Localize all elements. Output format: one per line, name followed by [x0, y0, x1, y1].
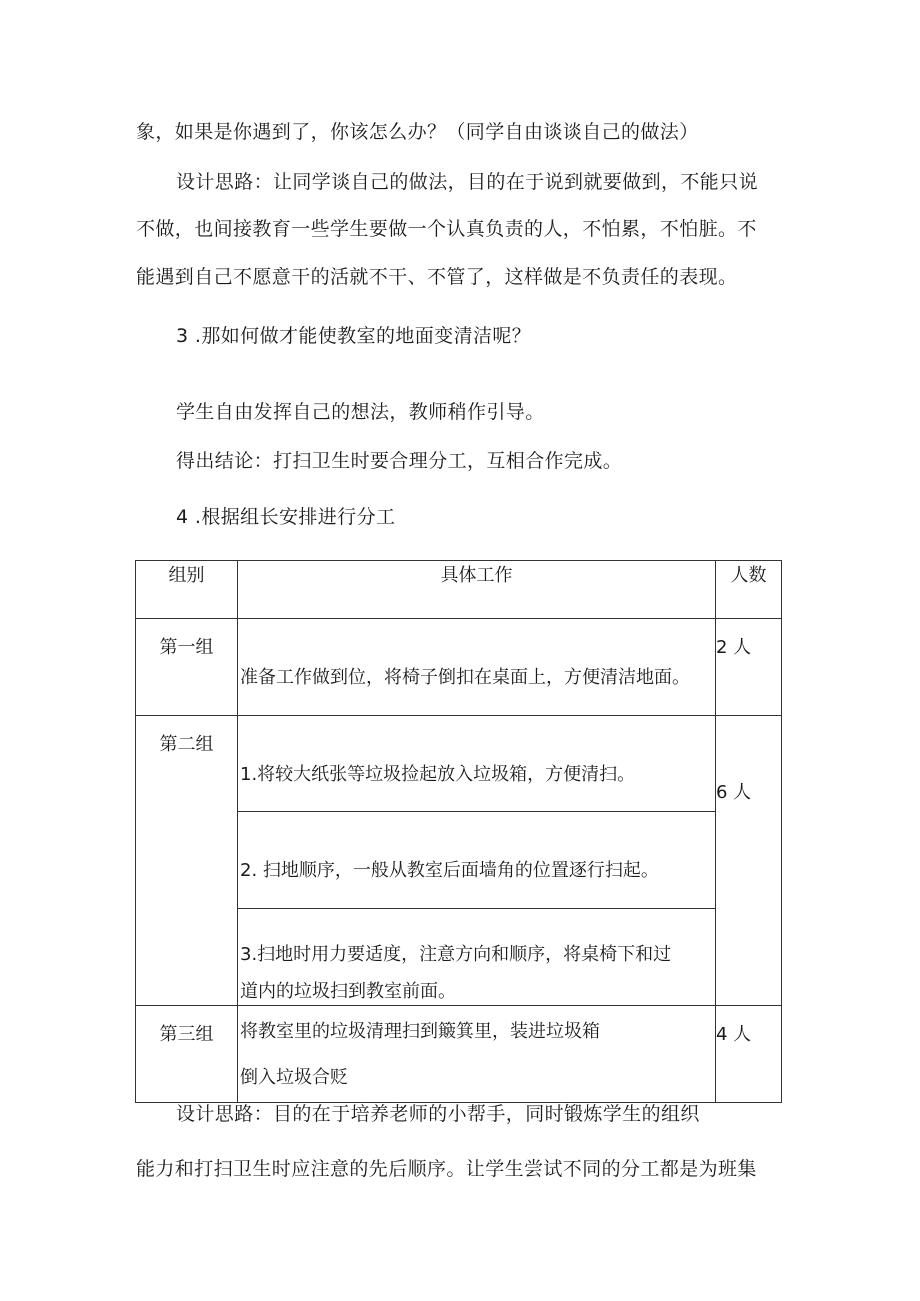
- paragraph-continued: 象，如果是你遇到了，你该怎么办？（同学自由谈谈自己的做法）: [136, 121, 699, 143]
- member-count: 2 人: [716, 619, 782, 716]
- section-4-heading: 4 .根据组长安排进行分工: [176, 506, 396, 528]
- header-task: 具体工作: [238, 561, 716, 619]
- table-header-row: [136, 561, 782, 619]
- design-idea-paragraph-1-line3: 能遇到自己不愿意干的活就不干、不管了，这样做是不负责任的表现。: [136, 266, 738, 288]
- task-cell: [238, 619, 716, 716]
- table-row: [136, 619, 782, 716]
- design-idea-paragraph-2: 设计思路：目的在于培养老师的小帮手，同时锻炼学生的组织: [176, 1103, 700, 1125]
- table-row: [136, 1006, 782, 1103]
- conclusion-paragraph: 得出结论：打扫卫生时要合理分工，互相合作完成。: [176, 450, 623, 472]
- group-name: 第二组: [136, 716, 238, 1006]
- task-step-3-line2: 道内的垃圾扫到教室前面。: [240, 981, 456, 1002]
- table-row: [136, 716, 782, 1006]
- design-idea-paragraph-1: 设计思路：让同学谈自己的做法，目的在于说到就要做到，不能只说: [176, 171, 759, 193]
- group-name: 第三组: [136, 1006, 238, 1103]
- task-step-3-line1: 3.扫地时用力要适度，注意方向和顺序，将桌椅下和过: [240, 944, 672, 965]
- task-text-line1: 将教室里的垃圾清理扫到簸箕里，装进垃圾箱: [240, 1021, 600, 1042]
- member-count: 6 人: [716, 716, 782, 1006]
- task-step-3: [238, 909, 715, 1005]
- task-text-line2: 倒入垃圾合贬: [240, 1067, 348, 1088]
- work-assignment-table: [135, 560, 782, 1103]
- task-cell: [238, 1006, 716, 1103]
- task-step-1: 1.将较大纸张等垃圾捡起放入垃圾箱，方便清扫。: [238, 716, 715, 812]
- header-group: 组别: [136, 561, 238, 619]
- design-idea-paragraph-2-line2: 能力和打扫卫生时应注意的先后顺序。让学生尝试不同的分工都是为班集: [136, 1158, 757, 1180]
- design-idea-paragraph-1-line2: 不做，也间接教育一些学生要做一个认真负责的人，不怕累，不怕脏。不: [136, 218, 757, 240]
- student-ideas-paragraph: 学生自由发挥自己的想法，教师稍作引导。: [176, 401, 545, 423]
- task-text: 准备工作做到位，将椅子倒扣在桌面上，方便清洁地面。: [240, 667, 690, 688]
- member-count: 4 人: [716, 1006, 782, 1103]
- header-count: 人数: [716, 561, 782, 619]
- group-name: 第一组: [136, 619, 238, 716]
- section-3-heading: 3 .那如何做才能使教室的地面变清洁呢？: [176, 325, 532, 347]
- task-cell: [238, 716, 716, 1006]
- task-step-2: 2. 扫地顺序，一般从教室后面墙角的位置逐行扫起。: [238, 812, 715, 909]
